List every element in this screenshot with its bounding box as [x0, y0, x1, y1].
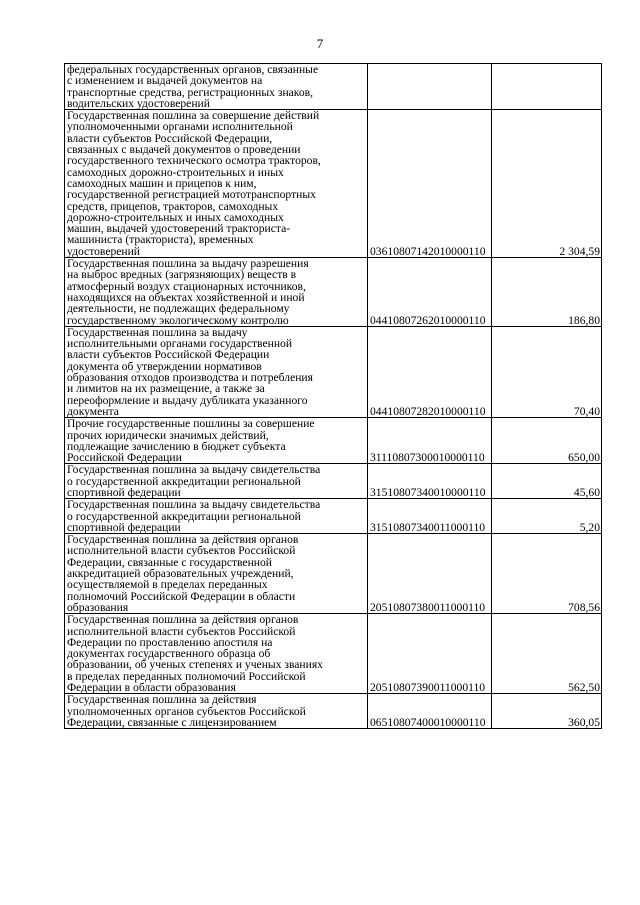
- description-cell: [65, 499, 368, 534]
- budget-code-cell: 20510807390011000110: [368, 614, 492, 694]
- description-line: в пределах переданных полномочий Российской: [67, 669, 306, 683]
- description-line: транспортные средства, регистрационных знаков,: [67, 85, 314, 99]
- table-row: [65, 534, 602, 614]
- description-line: Федерации по проставлению апостиля на: [67, 635, 273, 649]
- budget-code-cell: [368, 64, 492, 110]
- description-line: самоходных машин и прицепов к ним,: [67, 176, 257, 190]
- table-row: [65, 694, 602, 729]
- description-line: дорожно-строительных и иных самоходных: [67, 210, 284, 224]
- description-line: государственного технического осмотра тракторов,: [67, 154, 321, 168]
- description-cell: [65, 64, 368, 110]
- description-line: прочих юридически значимых действий,: [67, 428, 269, 442]
- budget-code-cell: 31510807340010000110: [368, 464, 492, 499]
- table-row: [65, 614, 602, 694]
- description-line: атмосферный воздух стационарных источников,: [67, 279, 306, 293]
- description-line: подлежащие зачислению в бюджет субъекта: [67, 439, 286, 453]
- description-line: Государственная пошлина за выдачу разрешения: [67, 257, 309, 271]
- description-line: Государственная пошлина за действия органов: [67, 533, 299, 547]
- table-body: [65, 64, 602, 729]
- description-line: деятельности, не подлежащих федеральному: [67, 302, 290, 316]
- page-number: 7: [316, 36, 324, 51]
- description-line: уполномоченных органов субъектов Российской: [67, 704, 306, 718]
- description-line: связанных с выдачей документов о проведении: [67, 143, 301, 157]
- budget-code-cell: 20510807380011000110: [368, 534, 492, 614]
- description-line: находящихся на объектах хозяйственной и иной: [67, 290, 305, 304]
- description-cell: [65, 534, 368, 614]
- description-line: средств, прицепов, тракторов, самоходных: [67, 199, 279, 213]
- description-line: Российской Федерации: [67, 451, 182, 465]
- budget-code-cell: 03610807142010000110: [368, 110, 492, 258]
- description-line: на выброс вредных (загрязняющих) веществ в: [67, 268, 297, 282]
- table-row: [65, 499, 602, 534]
- description-line: государственному экологическому контролю: [67, 313, 289, 327]
- description-line: Государственная пошлина за выдачу свидетельства: [67, 463, 321, 477]
- description-line: о государственной аккредитации региональной: [67, 474, 301, 488]
- table-row: [65, 326, 602, 417]
- description-line: полномочий Российской Федерации в области: [67, 589, 296, 603]
- description-line: уполномоченными органами исполнительной: [67, 120, 293, 134]
- description-line: машиниста (тракториста), временных: [67, 233, 254, 247]
- description-line: спортивной федерации: [67, 485, 181, 499]
- description-cell: [65, 694, 368, 729]
- description-line: и лимитов на их размещение, а также за: [67, 382, 265, 396]
- description-line: переоформление и выдачу дубликата указанного: [67, 393, 308, 407]
- amount-cell: 186,80: [492, 258, 602, 327]
- description-line: образовании, об ученых степенях и ученых званиях: [67, 658, 323, 672]
- amount-cell: 45,60: [492, 464, 602, 499]
- budget-code-cell: 31110807300010000110: [368, 418, 492, 464]
- description-line: удостоверений: [67, 244, 141, 258]
- description-line: Государственная пошлина за действия: [67, 693, 257, 707]
- amount-cell: 360,05: [492, 694, 602, 729]
- amount-cell: [492, 64, 602, 110]
- description-line: документа об утверждении нормативов: [67, 359, 262, 373]
- table-row: [65, 110, 602, 258]
- budget-code-cell: 04410807262010000110: [368, 258, 492, 327]
- amount-cell: 5,20: [492, 499, 602, 534]
- description-line: самоходных дорожно-строительных и иных: [67, 165, 284, 179]
- table-row: [65, 418, 602, 464]
- description-line: машин, выдачей удостоверений тракториста-: [67, 222, 291, 236]
- description-line: исполнительной власти субъектов Российской: [67, 624, 296, 638]
- description-line: Государственная пошлина за выдачу свидетельства: [67, 498, 321, 512]
- budget-code-cell: 31510807340011000110: [368, 499, 492, 534]
- description-line: Федерации, связанные с государственной: [67, 555, 272, 569]
- description-line: исполнительной власти субъектов Российской: [67, 544, 296, 558]
- description-line: власти субъектов Российской Федерации,: [67, 131, 273, 145]
- description-cell: [65, 258, 368, 327]
- description-line: о государственной аккредитации региональной: [67, 509, 301, 523]
- budget-code-cell: 04410807282010000110: [368, 326, 492, 417]
- description-line: Прочие государственные пошлины за совершение: [67, 417, 315, 431]
- description-line: осуществляемой в пределах переданных: [67, 578, 268, 592]
- description-line: с изменением и выдачей документов на: [67, 74, 263, 88]
- description-line: исполнительными органами государственной: [67, 337, 293, 351]
- description-line: образования: [67, 600, 129, 614]
- description-line: Федерации в области образования: [67, 681, 236, 695]
- revenue-table: [64, 63, 602, 729]
- description-line: федеральных государственных органов, связанные: [67, 63, 319, 76]
- description-line: Государственная пошлина за совершение действий: [67, 109, 320, 123]
- description-cell: [65, 110, 368, 258]
- description-cell: [65, 418, 368, 464]
- description-line: образования отходов производства и потребления: [67, 371, 313, 385]
- description-line: аккредитацией образовательных учреждений,: [67, 567, 294, 581]
- description-line: водительских удостоверений: [67, 96, 210, 110]
- budget-code-cell: 06510807400010000110: [368, 694, 492, 729]
- description-line: спортивной федерации: [67, 520, 181, 534]
- description-cell: [65, 326, 368, 417]
- description-cell: [65, 464, 368, 499]
- description-line: Государственная пошлина за выдачу: [67, 325, 248, 339]
- table-row: [65, 258, 602, 327]
- description-line: документа: [67, 404, 119, 418]
- description-line: государственной регистрацией мототранспортных: [67, 188, 316, 202]
- description-cell: [65, 614, 368, 694]
- description-line: власти субъектов Российской Федерации: [67, 348, 270, 362]
- amount-cell: 562,50: [492, 614, 602, 694]
- amount-cell: 2 304,59: [492, 110, 602, 258]
- table-row: [65, 464, 602, 499]
- description-line: Государственная пошлина за действия органов: [67, 613, 299, 627]
- description-line: документах государственного образца об: [67, 647, 271, 661]
- amount-cell: 70,40: [492, 326, 602, 417]
- amount-cell: 650,00: [492, 418, 602, 464]
- table-row: [65, 64, 602, 110]
- description-line: Федерации, связанные с лицензированием: [67, 715, 277, 729]
- amount-cell: 708,56: [492, 534, 602, 614]
